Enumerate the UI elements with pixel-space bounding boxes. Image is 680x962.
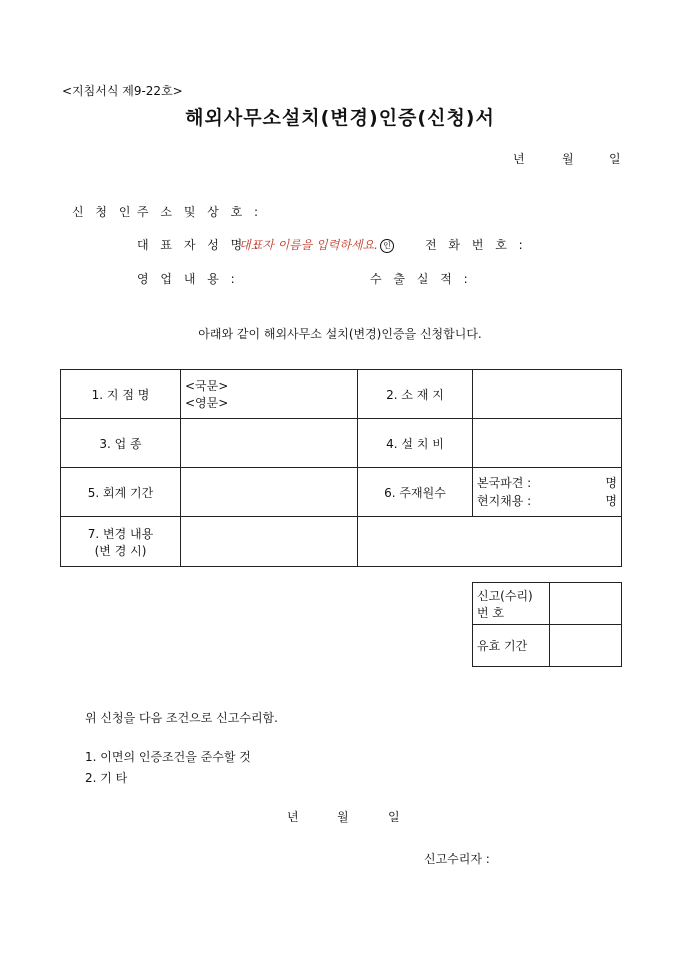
staff-count-label: 6. 주재원수 xyxy=(358,468,473,517)
branch-english-label: <영문> xyxy=(185,396,229,410)
rep-name-field[interactable] xyxy=(239,236,394,253)
validity-period-cell[interactable] xyxy=(550,625,622,667)
install-cost-label: 4. 설 치 비 xyxy=(358,419,473,468)
footer-date-month-label: 월 xyxy=(337,810,349,824)
date-day-label: 일 xyxy=(609,152,621,166)
branch-korean-label: <국문> xyxy=(185,379,229,393)
staff-dispatched-label: 본국파견 : xyxy=(477,476,532,490)
application-statement: 아래와 같이 해외사무소 설치(변경)인증을 신청합니다. xyxy=(198,327,482,341)
change-content-label-line1: 7. 변경 내용 xyxy=(87,526,154,541)
location-cell[interactable] xyxy=(473,370,622,419)
staff-dispatched-unit: 명 xyxy=(605,476,617,490)
change-content-label xyxy=(61,517,181,567)
staff-count-cell[interactable] xyxy=(473,468,622,517)
receipt-number-cell[interactable] xyxy=(550,583,622,625)
footer-date-day-label: 일 xyxy=(388,810,400,824)
fiscal-period-cell[interactable] xyxy=(181,468,358,517)
address-label: 주 소 및 상 호 : xyxy=(137,205,263,219)
receipt-number-label-line2: 번 호 xyxy=(477,605,504,620)
business-type-cell[interactable] xyxy=(181,419,358,468)
validity-period-label: 유효 기간 xyxy=(473,625,550,667)
phone-label: 전 화 번 호 : xyxy=(425,238,527,252)
business-content-label: 영 업 내 용 : xyxy=(137,272,239,286)
condition-item-1: 1. 이면의 인증조건을 준수할 것 xyxy=(85,750,251,764)
change-content-cell[interactable] xyxy=(181,517,358,567)
footer-date-year-label: 년 xyxy=(287,810,299,824)
receipt-box xyxy=(472,582,622,667)
change-content-label-line2: (변 경 시) xyxy=(94,543,147,558)
receiver-label: 신고수리자 : xyxy=(424,852,490,866)
date-year-label: 년 xyxy=(513,152,525,166)
application-table xyxy=(60,369,622,567)
seal-icon: 인 xyxy=(380,239,394,253)
condition-item-2: 2. 기 타 xyxy=(85,771,128,785)
conditions-intro: 위 신청을 다음 조건으로 신고수리함. xyxy=(85,711,278,725)
fiscal-period-label: 5. 회계 기간 xyxy=(61,468,181,517)
export-record-label: 수 출 실 적 : xyxy=(370,272,472,286)
rep-name-label: 대 표 자 성 명 : xyxy=(137,238,263,252)
branch-name-label: 1. 지 점 명 xyxy=(61,370,181,419)
receipt-number-label-line1: 신고(수리) xyxy=(477,588,533,603)
date-month-label: 월 xyxy=(562,152,574,166)
applicant-section-label: 신 청 인 xyxy=(72,205,135,219)
page-title: 해외사무소설치(변경)인증(신청)서 xyxy=(185,107,495,129)
install-cost-cell[interactable] xyxy=(473,419,622,468)
rep-name-value[interactable]: 대표자 이름을 입력하세요. xyxy=(239,238,378,252)
branch-name-cell[interactable] xyxy=(181,370,358,419)
location-label: 2. 소 재 지 xyxy=(358,370,473,419)
staff-local-label: 현지채용 : xyxy=(477,494,532,508)
receipt-number-label xyxy=(473,583,550,625)
business-type-label: 3. 업 종 xyxy=(61,419,181,468)
change-content-extra-cell[interactable] xyxy=(358,517,622,567)
staff-local-unit: 명 xyxy=(605,494,617,508)
form-code: <지침서식 제9-22호> xyxy=(62,84,183,98)
